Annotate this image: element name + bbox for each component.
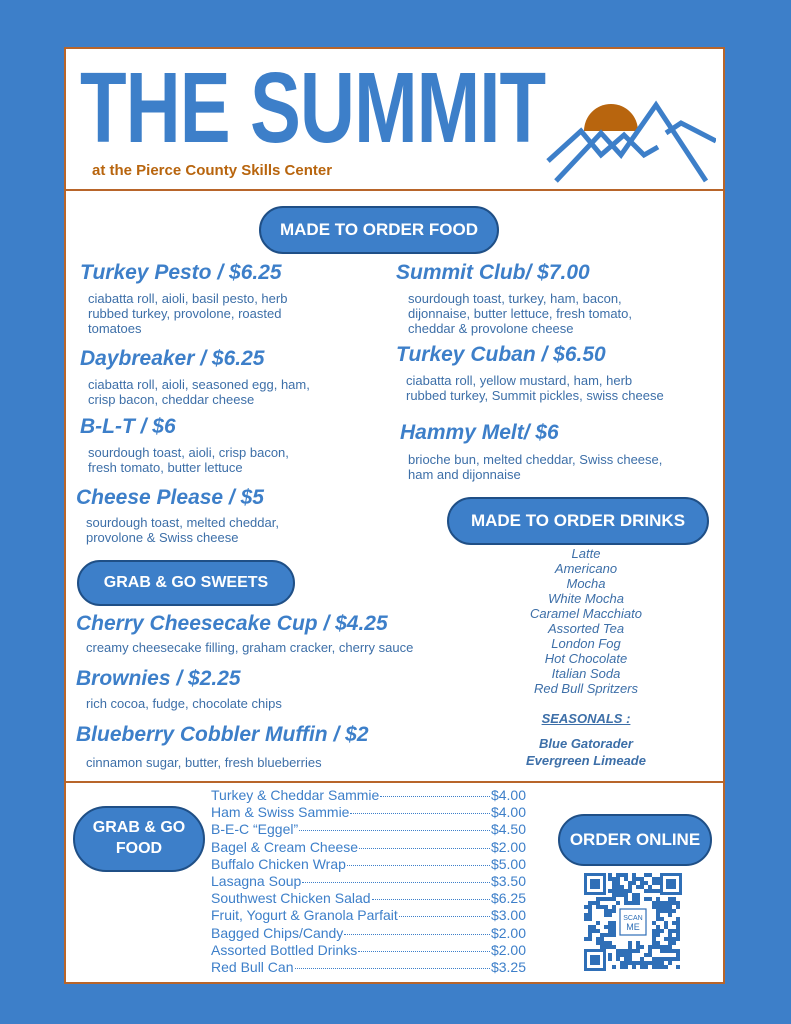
mountain-sun-logo-icon	[546, 93, 716, 183]
item-summit-club-title: Summit Club/ $7.00	[396, 261, 590, 284]
grab-and-go-food-list	[211, 787, 526, 976]
item-hammy-melt-desc: brioche bun, melted cheddar, Swiss cheese, ham and dijonnaise	[408, 452, 663, 482]
seasonals-list	[486, 735, 686, 769]
list-item: Bagel & Cream Cheese $2.00	[211, 838, 526, 855]
list-item: Evergreen Limeade	[526, 753, 646, 768]
list-item: Latte	[571, 546, 601, 561]
item-brownies-title: Brownies / $2.25	[76, 667, 241, 690]
item-turkey-cuban-title: Turkey Cuban / $6.50	[396, 343, 606, 366]
item-cheese-please-desc: sourdough toast, melted cheddar, provolone & Swiss cheese	[86, 515, 279, 545]
list-item: Assorted Tea	[547, 621, 625, 636]
order-online-button[interactable]: ORDER ONLINE	[558, 814, 712, 866]
grab-and-go-sweets-heading: GRAB & GO SWEETS	[77, 560, 295, 606]
seasonals-heading: SEASONALS :	[541, 711, 631, 726]
list-item: Assorted Bottled Drinks $2.00	[211, 941, 526, 958]
item-cherry-cheesecake-desc: creamy cheesecake filling, graham cracker, cherry sauce	[86, 640, 414, 655]
list-item: B-E-C “Eggel” $4.50	[211, 821, 526, 838]
grab-and-go-food-heading: GRAB & GO FOOD	[73, 806, 205, 872]
item-blt-desc: sourdough toast, aioli, crisp bacon, fresh tomato, butter lettuce	[88, 445, 289, 475]
list-item: Americano	[554, 561, 618, 576]
list-item: Ham & Swiss Sammie $4.00	[211, 804, 526, 821]
list-item: Lasagna Soup $3.50	[211, 872, 526, 889]
list-item: Hot Chocolate	[544, 651, 628, 666]
list-item: Mocha	[566, 576, 606, 591]
divider	[66, 781, 723, 783]
item-blueberry-muffin-title: Blueberry Cobbler Muffin / $2	[76, 723, 369, 746]
made-to-order-food-heading: MADE TO ORDER FOOD	[259, 206, 499, 254]
item-turkey-pesto-title: Turkey Pesto / $6.25	[80, 261, 282, 284]
list-item: Red Bull Spritzers	[533, 681, 639, 696]
list-item: London Fog	[551, 636, 621, 651]
item-turkey-cuban-desc: ciabatta roll, yellow mustard, ham, herb rubbed turkey, Summit pickles, swiss cheese	[406, 373, 664, 403]
divider	[66, 189, 723, 191]
list-item: Buffalo Chicken Wrap $5.00	[211, 855, 526, 872]
list-item: Turkey & Cheddar Sammie $4.00	[211, 787, 526, 803]
made-to-order-drinks-heading: MADE TO ORDER DRINKS	[447, 497, 709, 545]
item-daybreaker-desc: ciabatta roll, aioli, seasoned egg, ham, crisp bacon, cheddar cheese	[88, 377, 310, 407]
page-title: THE SUMMIT	[80, 52, 546, 164]
item-turkey-pesto-desc: ciabatta roll, aioli, basil pesto, herb rubbed turkey, provolone, roasted tomatoes	[88, 291, 288, 336]
list-item: Southwest Chicken Salad $6.25	[211, 890, 526, 907]
drinks-list	[486, 546, 686, 696]
item-hammy-melt-title: Hammy Melt/ $6	[400, 421, 559, 444]
qr-label-me: ME	[626, 922, 640, 932]
list-item: Blue Gatorader	[539, 736, 633, 751]
item-blt-title: B-L-T / $6	[80, 415, 176, 438]
item-cheese-please-title: Cheese Please / $5	[76, 486, 264, 509]
item-blueberry-muffin-desc: cinnamon sugar, butter, fresh blueberries	[86, 755, 322, 770]
qr-code-icon[interactable]	[584, 873, 682, 971]
list-item: Bagged Chips/Candy $2.00	[211, 924, 526, 941]
item-daybreaker-title: Daybreaker / $6.25	[80, 347, 265, 370]
page-subtitle: at the Pierce County Skills Center	[92, 162, 333, 179]
item-brownies-desc: rich cocoa, fudge, chocolate chips	[86, 696, 282, 711]
list-item: Red Bull Can $3.25	[211, 958, 526, 975]
list-item: Caramel Macchiato	[530, 606, 642, 621]
list-item: White Mocha	[548, 591, 624, 606]
list-item: Italian Soda	[551, 666, 621, 681]
list-item: Fruit, Yogurt & Granola Parfait $3.00	[211, 907, 526, 924]
item-summit-club-desc: sourdough toast, turkey, ham, bacon, dijonnaise, butter lettuce, fresh tomato, cheddar & provolone cheese	[408, 291, 633, 336]
qr-label-scan: SCAN	[623, 915, 643, 922]
item-cherry-cheesecake-title: Cherry Cheesecake Cup / $4.25	[76, 612, 388, 635]
menu-sheet	[64, 47, 725, 984]
